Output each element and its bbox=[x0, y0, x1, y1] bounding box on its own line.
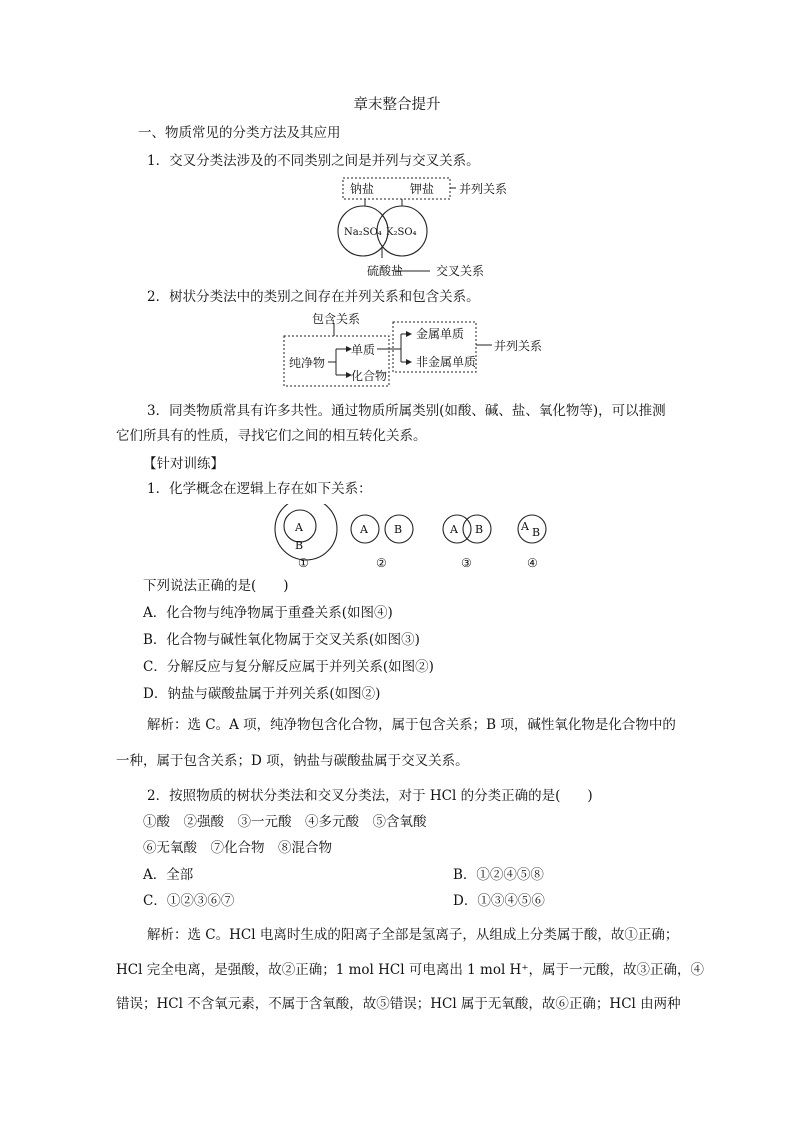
q2-analysis-line-1: 解析：选 C。HCl 电离时生成的阳离子全部是氢离子，从组成上分类属于酸，故①正确； bbox=[147, 927, 679, 943]
section-heading: 一、物质常见的分类方法及其应用 bbox=[138, 125, 341, 141]
diagram-4-b: B bbox=[532, 526, 541, 539]
paragraph-3-line-2: 它们所具有的性质，寻找它们之间的相互转化关系。 bbox=[116, 428, 427, 444]
parallel-relation-label-1: 并列关系 bbox=[459, 182, 508, 196]
q1-stem: 1．化学概念在逻辑上存在如下关系： bbox=[147, 481, 372, 497]
logic-diagrams bbox=[270, 504, 560, 572]
tree-child-1-label: 单质 bbox=[351, 343, 376, 357]
q2-stem: 2．按照物质的树状分类法和交叉分类法，对于 HCl 的分类正确的是( ) bbox=[147, 788, 593, 804]
diagram-2-number: ② bbox=[376, 556, 387, 570]
training-heading: 【针对训练】 bbox=[143, 456, 224, 472]
q1-option-a: A．化合物与纯净物属于重叠关系(如图④) bbox=[143, 605, 393, 621]
cross-relation-label: 交叉关系 bbox=[436, 264, 485, 278]
q1-option-b: B．化合物与碱性氧化物属于交叉关系(如图③) bbox=[143, 632, 420, 648]
diagram-1-a: A bbox=[295, 521, 303, 534]
tree-leaf-2-label: 非金属单质 bbox=[416, 355, 477, 369]
q2-option-a: A．全部 bbox=[143, 867, 194, 883]
diagram-3-number: ③ bbox=[461, 556, 472, 570]
q2-analysis-line-2: HCl 完全电离，是强酸，故②正确；1 mol HCl 可电离出 1 mol H⁺，属于一元酸，故③正确，④ bbox=[116, 962, 704, 978]
include-relation-label: 包含关系 bbox=[312, 312, 361, 326]
diagram-4-a: A bbox=[521, 520, 529, 533]
paragraph-3-line-1: 3．同类物质常具有许多共性。通过物质所属类别(如酸、碱、盐、氧化物等)，可以推测 bbox=[147, 403, 666, 419]
diagram-3-a: A bbox=[450, 523, 458, 536]
circle-right-label: K₂SO₄ bbox=[386, 227, 417, 238]
q2-analysis-line-3: 错误；HCl 不含氧元素，不属于含氧酸，故⑤错误；HCl 属于无氧酸，故⑥正确；HCl 由两种 bbox=[116, 996, 681, 1012]
sulfate-label: 硫酸盐 bbox=[367, 264, 404, 278]
q2-option-d: D．①③④⑤⑥ bbox=[453, 893, 545, 909]
tree-leaf-1-label: 金属单质 bbox=[416, 327, 465, 341]
paragraph-1: 1．交叉分类法涉及的不同类别之间是并列与交叉关系。 bbox=[147, 153, 480, 169]
q1-analysis-line-2: 一种，属于包含关系；D 项，钠盐与碳酸盐属于交叉关系。 bbox=[116, 753, 469, 769]
diagram-2-a: A bbox=[360, 523, 368, 536]
tree-child-2-label: 化合物 bbox=[351, 369, 388, 383]
diagram-3-b: B bbox=[475, 523, 484, 536]
q1-analysis-line-1: 解析：选 C。A 项，纯净物包含化合物，属于包含关系；B 项，碱性氧化物是化合物中的 bbox=[147, 717, 676, 733]
tree-root-label: 纯净物 bbox=[289, 356, 326, 370]
circle-left-label: Na₂SO₄ bbox=[344, 227, 382, 238]
diagram-1-b: B bbox=[295, 539, 304, 552]
q2-option-c: C．①②③⑥⑦ bbox=[143, 893, 235, 909]
q2-items-line-2: ⑥无氧酸 ⑦化合物 ⑧混合物 bbox=[143, 840, 332, 856]
q2-items-line-1: ①酸 ②强酸 ③一元酸 ④多元酸 ⑤含氧酸 bbox=[143, 814, 427, 830]
box-left-label: 钠盐 bbox=[350, 182, 375, 196]
diagram-4-number: ④ bbox=[527, 556, 538, 570]
q1-prompt: 下列说法正确的是( ) bbox=[143, 578, 289, 594]
q2-option-b: B．①②④⑤⑧ bbox=[453, 867, 544, 883]
diagram-2-b: B bbox=[394, 523, 403, 536]
q1-option-d: D．钠盐与碳酸盐属于并列关系(如图②) bbox=[143, 686, 381, 702]
paragraph-2: 2．树状分类法中的类别之间存在并列关系和包含关系。 bbox=[147, 289, 480, 305]
box-right-label: 钾盐 bbox=[410, 182, 435, 196]
q1-option-c: C．分解反应与复分解反应属于并列关系(如图②) bbox=[143, 659, 434, 675]
page-title: 章末整合提升 bbox=[353, 97, 441, 113]
diagram-1-number: ① bbox=[298, 556, 309, 570]
parallel-relation-label-2: 并列关系 bbox=[494, 339, 543, 353]
